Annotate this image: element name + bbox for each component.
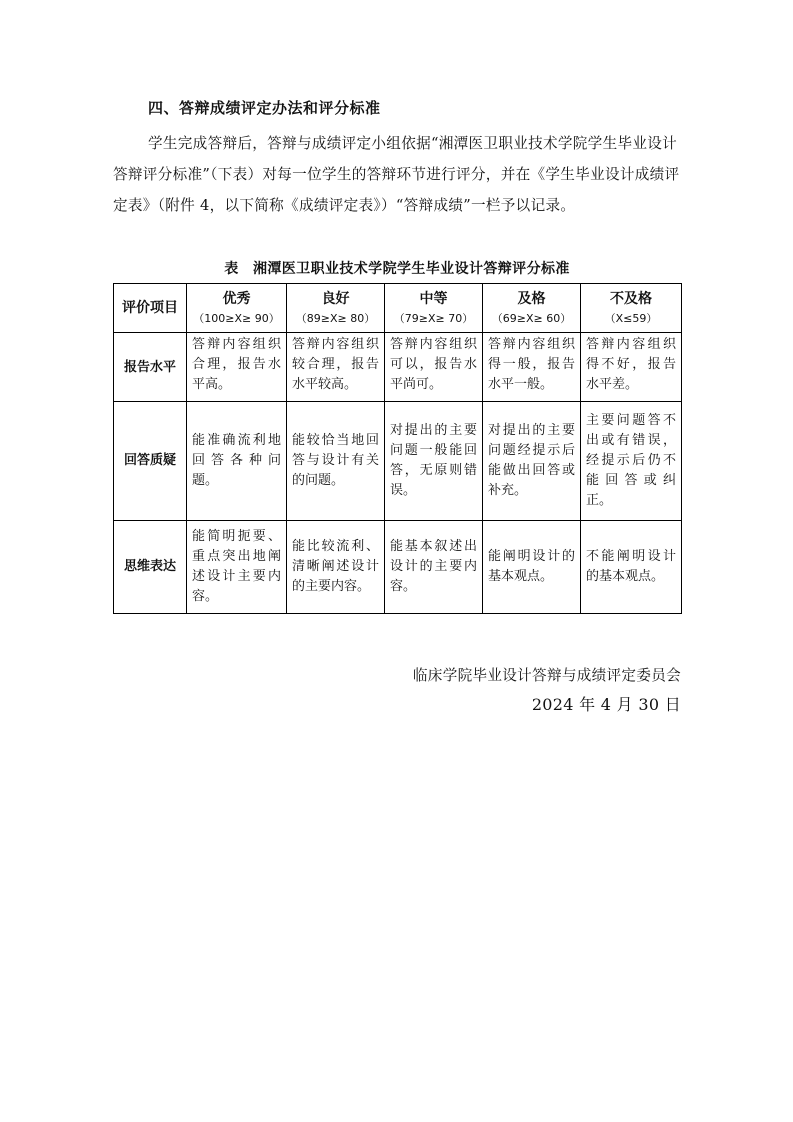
table-cell: 答辩内容组织较合理，报告水平较高。: [287, 333, 385, 402]
table-cell: 主要问题答不出或有错误，经提示后仍不能回答或纠正。: [581, 402, 682, 521]
grade-label: 不及格: [610, 291, 652, 307]
grade-range: （89≥X≥ 80）: [295, 312, 376, 325]
row-label-qa: 回答质疑: [114, 402, 187, 521]
table-cell: 能比较流利、清晰阐述设计的主要内容。: [287, 521, 385, 614]
signature-date: 2024 年 4 月 30 日: [531, 695, 681, 714]
column-header-good: [287, 284, 385, 333]
grade-label: 良好: [321, 291, 350, 307]
column-header-average: [385, 284, 483, 333]
row-label-expression: 思维表达: [114, 521, 187, 614]
table-cell: 能基本叙述出设计的主要内容。: [385, 521, 483, 614]
table-cell: 答辩内容组织可以，报告水平尚可。: [385, 333, 483, 402]
grade-range: （79≥X≥ 70）: [393, 312, 474, 325]
row-label-report: 报告水平: [114, 333, 187, 402]
column-header-pass: [483, 284, 581, 333]
grade-range: （X≤59）: [604, 312, 658, 325]
table-cell: 能简明扼要、重点突出地阐述设计主要内容。: [187, 521, 287, 614]
column-header-fail: [581, 284, 682, 333]
grade-range: （100≥X≥ 90）: [193, 312, 280, 325]
table-row: [114, 521, 682, 614]
intro-paragraph: 学生完成答辩后，答辩与成绩评定小组依据“湘潭医卫职业技术学院学生毕业设计答辩评分标准”（下表）对每一位学生的答辩环节进行评分，并在《学生毕业设计成绩评定表》（附件 4，以下简称《成绩评定表》）“答辩成绩”一栏予以记录。: [113, 135, 680, 214]
table-row: [114, 402, 682, 521]
corner-header: 评价项目: [114, 284, 187, 333]
table-cell: 不能阐明设计的基本观点。: [581, 521, 682, 614]
grade-label: 中等: [419, 291, 448, 307]
table-caption: 表 湘潭医卫职业技术学院学生毕业设计答辩评分标准: [224, 261, 570, 277]
table-row: [114, 333, 682, 402]
table-cell: 能阐明设计的基本观点。: [483, 521, 581, 614]
table-cell: 对提出的主要问题经提示后能做出回答或补充。: [483, 402, 581, 521]
table-cell: 能准确流利地回答各种问题。: [187, 402, 287, 521]
grade-label: 优秀: [222, 291, 251, 307]
table-cell: 对提出的主要问题一般能回答，无原则错误。: [385, 402, 483, 521]
grading-standard-table: [113, 283, 682, 614]
column-header-excellent: [187, 284, 287, 333]
table-cell: 答辩内容组织得一般，报告水平一般。: [483, 333, 581, 402]
table-cell: 答辩内容组织合理，报告水平高。: [187, 333, 287, 402]
section-heading: 四、答辩成绩评定办法和评分标准: [148, 99, 381, 117]
grade-range: （69≥X≥ 60）: [491, 312, 572, 325]
grade-label: 及格: [517, 291, 546, 307]
table-header-row: [114, 284, 682, 333]
table-cell: 能较恰当地回答与设计有关的问题。: [287, 402, 385, 521]
committee-signature: 临床学院毕业设计答辩与成绩评定委员会: [412, 667, 681, 684]
table-cell: 答辩内容组织得不好，报告水平差。: [581, 333, 682, 402]
